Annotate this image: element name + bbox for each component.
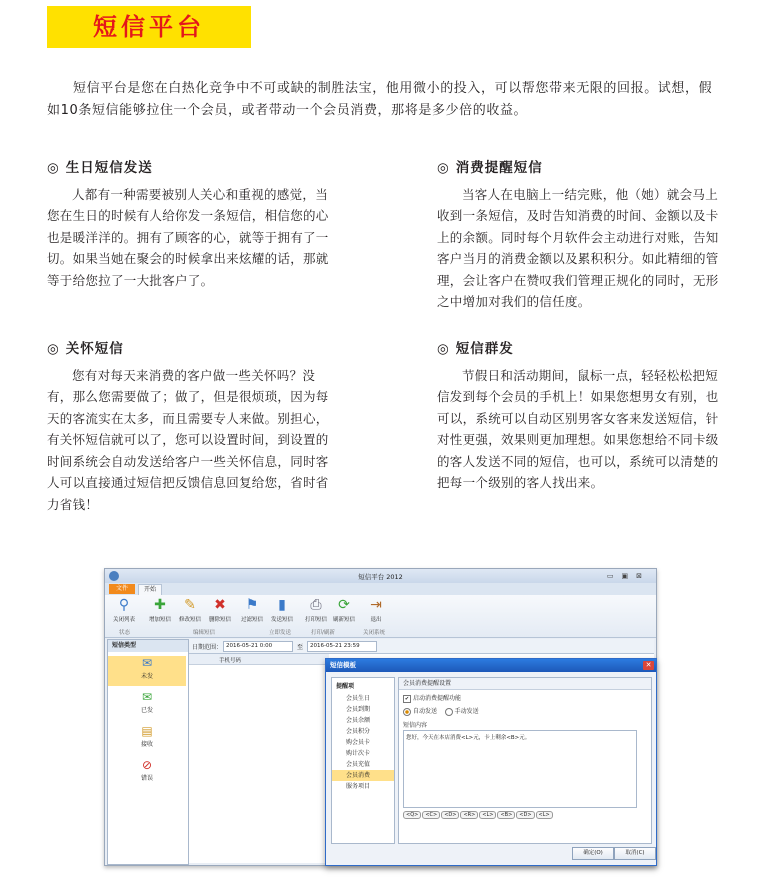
title-banner xyxy=(47,6,251,48)
sms-content-textarea[interactable]: 您好，今天在本店消费<L>元，卡上剩余<B>元。 xyxy=(403,730,637,808)
sms-template-dialog xyxy=(325,658,657,866)
ok-button[interactable]: 确定(O) xyxy=(572,847,614,860)
heading-text: 短信群发 xyxy=(455,341,514,357)
close-list-button[interactable] xyxy=(109,597,139,623)
tree-item[interactable]: 会员积分 xyxy=(346,728,371,735)
date-to-label: 至 xyxy=(297,644,304,651)
add-icon: ✚ xyxy=(154,597,166,613)
cancel-button[interactable]: 取消(C) xyxy=(614,847,656,860)
refresh-icon: ⟳ xyxy=(338,597,350,613)
app-titlebar xyxy=(105,569,656,583)
nav-label: 已发 xyxy=(140,707,153,714)
column-phone: 手机号码 xyxy=(219,658,242,664)
date-label: 日期范围： xyxy=(192,644,223,651)
radio-selected-icon xyxy=(403,708,411,716)
button-label: 打印短信 xyxy=(304,617,327,623)
tree-item[interactable]: 会员生日 xyxy=(346,695,371,702)
variable-buttons xyxy=(403,811,554,819)
button-label: 刷新短信 xyxy=(332,617,355,623)
radio-manual[interactable] xyxy=(445,708,479,715)
tab-home[interactable]: 开始 xyxy=(138,584,162,596)
radio-label: 手动发送 xyxy=(454,708,479,715)
section-heading xyxy=(437,158,722,180)
delete-sms-button[interactable] xyxy=(205,597,235,623)
filter-icon: ⚑ xyxy=(245,597,259,613)
bullet-icon: ◎ xyxy=(437,341,450,357)
group-label: 打印/刷新 xyxy=(311,630,335,636)
grid-header xyxy=(189,654,329,665)
nav-item-error[interactable] xyxy=(108,758,186,788)
section-birthday xyxy=(47,158,332,291)
panel-header: 短信类型 xyxy=(108,640,188,652)
enable-reminder-checkbox[interactable] xyxy=(403,693,461,703)
variable-button[interactable]: <B> xyxy=(497,811,515,819)
send-sms-button[interactable] xyxy=(267,597,297,623)
print-sms-button[interactable] xyxy=(301,597,331,623)
tree-header: 提醒项 xyxy=(336,683,355,690)
button-label: 增加短信 xyxy=(148,617,171,623)
send-mode-radios xyxy=(403,706,479,716)
close-list-icon: ⚲ xyxy=(118,597,130,613)
bullet-icon: ◎ xyxy=(437,160,450,176)
intro-paragraph xyxy=(47,78,722,122)
panel-header: 会员消费提醒设置 xyxy=(399,678,651,690)
heading-text: 消费提醒短信 xyxy=(455,160,543,176)
sms-type-panel xyxy=(107,639,189,865)
button-label: 删除短信 xyxy=(208,617,231,623)
send-icon: ▮ xyxy=(278,597,286,613)
button-label: 发送短信 xyxy=(270,617,293,623)
radio-label: 自动发送 xyxy=(413,708,438,715)
button-label: 过滤短信 xyxy=(240,617,263,623)
variable-button[interactable]: <D> xyxy=(516,811,534,819)
section-consume-reminder xyxy=(437,158,722,313)
ribbon-tabs xyxy=(105,583,656,595)
date-from-field[interactable]: 2016-05-21 0:00 xyxy=(223,641,293,652)
heading-text: 生日短信发送 xyxy=(65,160,153,176)
tab-file[interactable]: 文件 xyxy=(109,584,135,594)
date-filter-bar xyxy=(189,639,654,654)
section-care xyxy=(47,339,332,515)
tree-item[interactable]: 服务项目 xyxy=(346,783,371,790)
radio-icon xyxy=(445,708,453,716)
date-to-field[interactable]: 2016-05-21 23:59 xyxy=(307,641,377,652)
tree-item[interactable]: 会员余额 xyxy=(346,717,371,724)
content-label: 短信内容 xyxy=(403,722,428,729)
page-title: 短信平台 xyxy=(93,13,205,41)
edit-sms-button[interactable] xyxy=(175,597,205,623)
heading-text: 关怀短信 xyxy=(65,341,124,357)
group-label: 状态 xyxy=(119,630,131,636)
add-sms-button[interactable] xyxy=(145,597,175,623)
tree-item[interactable]: 会员充值 xyxy=(346,761,371,768)
variable-button[interactable]: <Q> xyxy=(403,811,421,819)
unsent-icon: ✉ xyxy=(141,656,153,670)
filter-sms-button[interactable] xyxy=(237,597,267,623)
exit-button[interactable] xyxy=(361,597,391,623)
nav-label: 错误 xyxy=(140,775,153,782)
nav-item-unsent[interactable] xyxy=(108,656,186,686)
close-icon[interactable]: ✕ xyxy=(643,661,654,670)
checkbox-label: 启动消费提醒功能 xyxy=(413,695,462,702)
section-heading xyxy=(47,158,332,180)
error-icon: ⊘ xyxy=(141,758,153,772)
nav-label: 接收 xyxy=(140,741,153,748)
bullet-icon: ◎ xyxy=(47,341,60,357)
group-label: 编辑短信 xyxy=(193,630,216,636)
variable-button[interactable]: <C> xyxy=(422,811,440,819)
section-heading xyxy=(47,339,332,361)
sent-icon: ✉ xyxy=(141,690,153,704)
section-text: 节假日和活动期间，鼠标一点，轻轻松松把短信发到每个会员的手机上！如果您想男女有别，也可以，系统可以自动区别男客女客来发送短信，针对性更强，效果则更加理想。如果您想给不同卡级的客人发送不同的短信，也可以，系统可以清楚的把每一个级别的客人找出来。 xyxy=(437,367,719,490)
nav-item-inbox[interactable] xyxy=(108,724,186,754)
section-heading xyxy=(437,339,722,361)
tree-item[interactable]: 购会员卡 xyxy=(346,739,371,746)
group-label: 立即发送 xyxy=(269,630,292,636)
variable-button[interactable]: <R> xyxy=(460,811,478,819)
nav-label: 未发 xyxy=(140,673,153,680)
group-label: 关闭系统 xyxy=(363,630,386,636)
radio-auto[interactable] xyxy=(403,708,437,715)
section-text: 当客人在电脑上一结完账，他（她）就会马上收到一条短信，及时告知消费的时间、金额以及卡上的余额。同时每个月软件会主动进行对账，告知客户当月的消费金额以及累积积分。如此精细的管理，会让客户在赞叹我们管理正规化的同时，无形之中增加对我们的信任度。 xyxy=(437,186,719,309)
exit-icon: ⇥ xyxy=(370,597,382,613)
section-text: 您有对每天来消费的客户做一些关怀吗？没有，那么您需要做了；做了，但是很烦琐，因为每天的客流实在太多，而且需要专人来做。别担心，有关怀短信就可以了，您可以设置时间，到设置的时间系统会自动发送给客户一些关怀信息，同时客人可以直接通过短信把反馈信息回复给您，省时省力省钱！ xyxy=(47,367,329,512)
window-controls[interactable]: ▭▣⊠ xyxy=(606,572,650,580)
button-label: 修改短信 xyxy=(178,617,201,623)
inbox-icon: ▤ xyxy=(141,724,153,738)
dialog-title: 短信模板 xyxy=(326,659,656,672)
button-label: 关闭列表 xyxy=(112,617,135,623)
section-text: 人都有一种需要被别人关心和重视的感觉，当您在生日的时候有人给你发一条短信，相信您的心也是暖洋洋的。拥有了顾客的心，就等于拥有了一切。如果当她在聚会的时候拿出来炫耀的话，那就等于给您拉了一大批客户了。 xyxy=(47,186,329,288)
variable-button[interactable]: <L> xyxy=(479,811,496,819)
app-window-title: 短信平台 2012 xyxy=(358,573,403,581)
ribbon xyxy=(105,595,656,638)
bullet-icon: ◎ xyxy=(47,160,60,176)
variable-button[interactable]: <L> xyxy=(536,811,553,819)
print-icon: ⎙ xyxy=(310,597,322,613)
edit-icon: ✎ xyxy=(184,597,196,613)
tree-item[interactable]: 会员到期 xyxy=(346,706,371,713)
reminder-tree xyxy=(331,677,395,844)
nav-item-sent[interactable] xyxy=(108,690,186,720)
checkbox-checked-icon: ✔ xyxy=(404,695,410,702)
intro-text: 短信平台是您在白热化竞争中不可或缺的制胜法宝，他用微小的投入，可以帮您带来无限的回报。试想，假如10条短信能够拉住一个会员，或者带动一个会员消费，那将是多少倍的收益。 xyxy=(47,81,713,118)
tree-item[interactable]: 购计次卡 xyxy=(346,750,371,757)
variable-button[interactable]: <D> xyxy=(441,811,459,819)
settings-panel xyxy=(398,677,652,844)
section-mass-send xyxy=(437,339,722,494)
button-label: 退出 xyxy=(370,617,382,623)
tree-item-selected[interactable]: 会员消费 xyxy=(332,770,394,781)
refresh-sms-button[interactable] xyxy=(329,597,359,623)
delete-icon: ✖ xyxy=(214,597,226,613)
